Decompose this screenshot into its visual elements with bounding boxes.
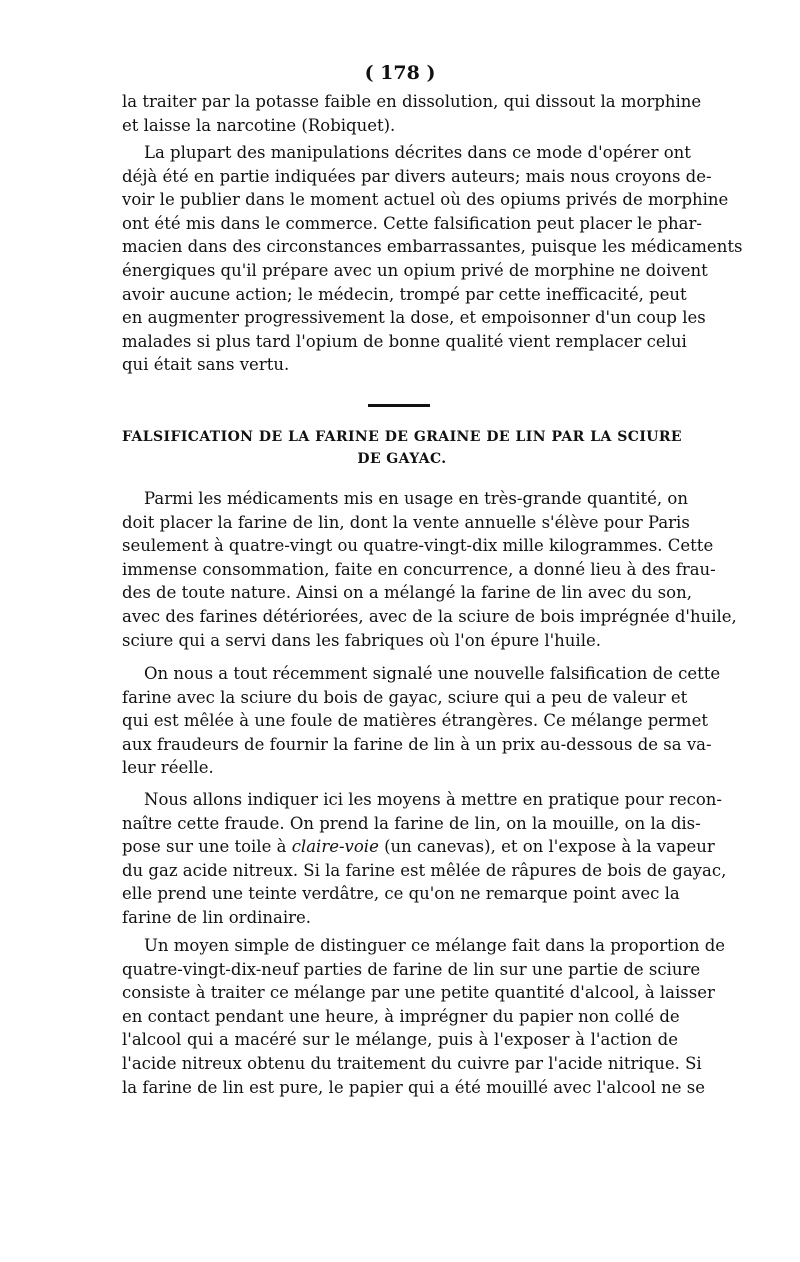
text-line: avoir aucune action; le médecin, trompé par cette inefficacité, peut [122, 284, 687, 304]
paragraph-farine-usage [122, 487, 737, 652]
text-line: consiste à traiter ce mélange par une petite quantité d'alcool, à laisser [122, 983, 715, 1003]
section-heading [122, 426, 682, 470]
text-line: Nous allons indiquer ici les moyens à mettre en pratique pour recon- [144, 790, 722, 809]
section-divider [368, 404, 430, 407]
text-line: Un moyen simple de distinguer ce mélange fait dans la proportion de [144, 936, 726, 955]
text-line: Parmi les médicaments mis en usage en très-grande quantité, on [144, 489, 688, 508]
text-line: qui était sans vertu. [122, 355, 290, 375]
continued-paragraph [122, 90, 702, 137]
text-line: malades si plus tard l'opium de bonne qualité vient remplacer celui [122, 331, 687, 351]
text-line: en augmenter progressivement la dose, et empoisonner d'un coup les [122, 308, 706, 328]
text-line: macien dans des circonstances embarrassantes, puisque les médicaments [122, 237, 743, 257]
text-line: quatre-vingt-dix-neuf parties de farine de lin sur une partie de sciure [122, 959, 701, 979]
text-line: La plupart des manipulations décrites dans ce mode d'opérer ont [144, 143, 691, 162]
text-line: naître cette fraude. On prend la farine de lin, on la mouille, on la dis- [122, 813, 701, 833]
text-fragment: pose sur une toile à [122, 837, 292, 857]
text-line: sciure qui a servi dans les fabriques où l'on épure l'huile. [122, 630, 601, 650]
text-line: qui est mêlée à une foule de matières étrangères. Ce mélange permet [122, 711, 708, 731]
text-line: voir le publier dans le moment actuel où des opiums privés de morphine [122, 190, 729, 210]
paragraph-alcohol-test [122, 934, 726, 1099]
paragraph-opium [122, 141, 743, 377]
paragraph-detection-method [122, 788, 727, 930]
text-line: la farine de lin est pure, le papier qui a été mouillé avec l'alcool ne se [122, 1077, 706, 1097]
text-fragment: (un canevas), et on l'expose à la vapeur [378, 837, 715, 857]
section-heading-line: FALSIFICATION DE LA FARINE DE GRAINE DE LIN PAR LA SCIURE [122, 429, 682, 445]
text-line [122, 835, 715, 859]
text-line: l'acide nitreux obtenu du traitement du cuivre par l'acide nitrique. Si [122, 1053, 702, 1073]
text-line: l'alcool qui a macéré sur le mélange, puis à l'exposer à l'action de [122, 1030, 678, 1050]
italic-term: claire-voie [291, 837, 379, 857]
text-line: On nous a tout récemment signalé une nouvelle falsification de cette [144, 664, 721, 683]
text-line: avec des farines détériorées, avec de la sciure de bois imprégnée d'huile, [122, 606, 737, 626]
text-line: la traiter par la potasse faible en dissolution, qui dissout la morphine [122, 92, 702, 111]
text-line: farine avec la sciure du bois de gayac, sciure qui a peu de valeur et [122, 687, 688, 707]
text-line: énergiques qu'il prépare avec un opium privé de morphine ne doivent [122, 260, 708, 280]
text-line: aux fraudeurs de fournir la farine de lin à un prix au-dessous de sa va- [122, 734, 712, 754]
text-line: en contact pendant une heure, à imprégner du papier non collé de [122, 1006, 680, 1026]
text-line: des de toute nature. Ainsi on a mélangé la farine de lin avec du son, [122, 583, 692, 603]
section-heading-line: DE GAYAC. [357, 451, 447, 467]
text-line: du gaz acide nitreux. Si la farine est mêlée de râpures de bois de gayac, [122, 860, 727, 880]
text-line: immense consommation, faite en concurrence, a donné lieu à des frau- [122, 559, 716, 579]
text-line: déjà été en partie indiquées par divers auteurs; mais nous croyons de- [122, 166, 712, 186]
text-line: elle prend une teinte verdâtre, ce qu'on ne remarque point avec la [122, 884, 680, 904]
paragraph-gayac-signal [122, 662, 721, 780]
text-line: doit placer la farine de lin, dont la vente annuelle s'élève pour Paris [122, 512, 690, 532]
text-line: farine de lin ordinaire. [122, 907, 312, 927]
text-line: ont été mis dans le commerce. Cette falsification peut placer le phar- [122, 213, 702, 233]
text-line: et laisse la narcotine (Robiquet). [122, 115, 396, 135]
text-line: leur réelle. [122, 758, 214, 778]
text-line: seulement à quatre-vingt ou quatre-vingt-dix mille kilogrammes. Cette [122, 536, 714, 556]
page-number: ( 178 ) [364, 62, 436, 84]
